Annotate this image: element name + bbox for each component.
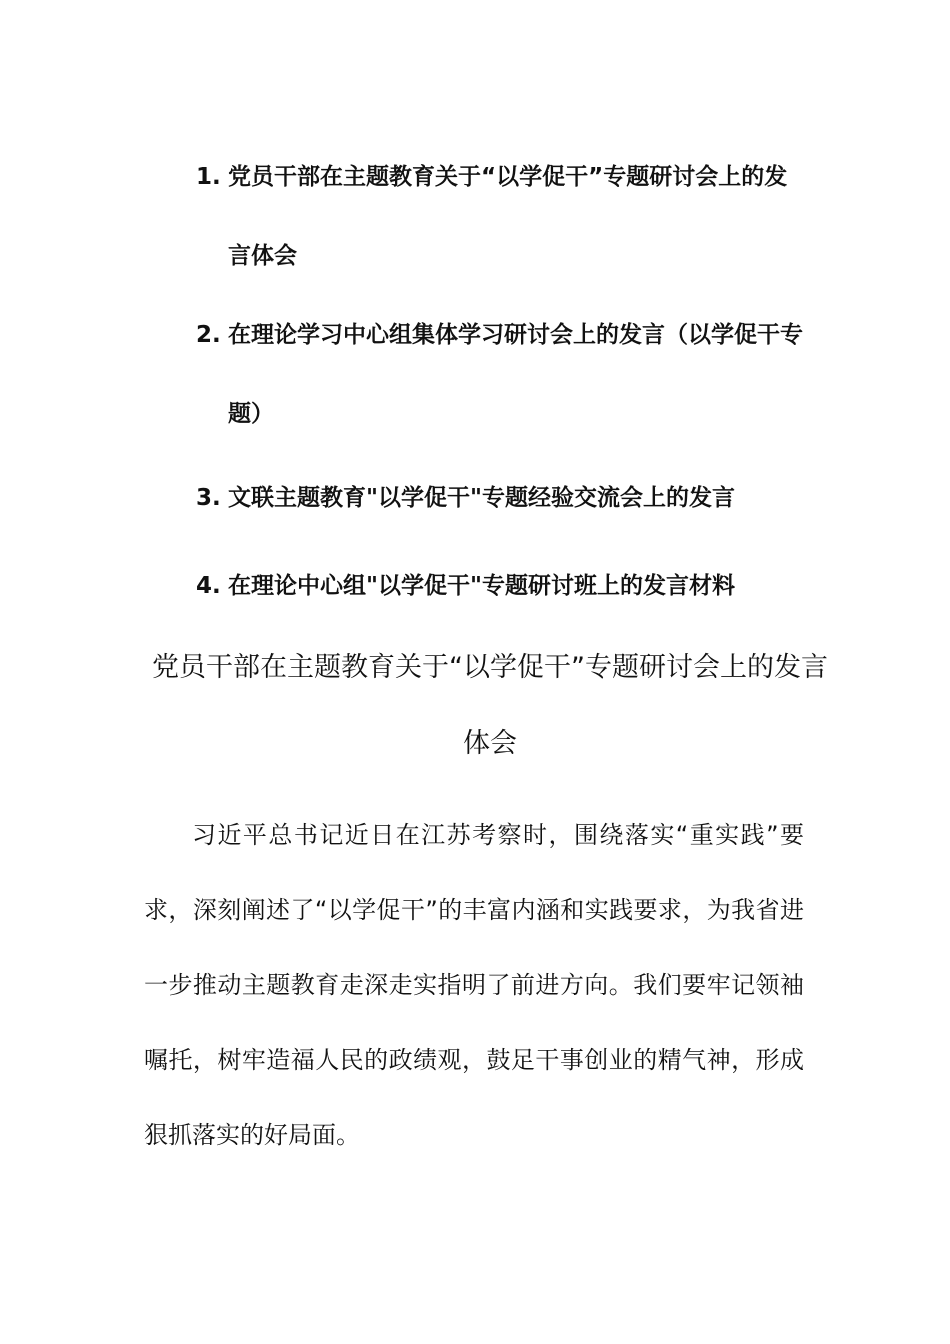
toc-item-number: 3. bbox=[196, 485, 221, 511]
toc-item-text: 在理论中心组"以学促干"专题研讨班上的发言材料 bbox=[228, 573, 735, 599]
toc-item-number: 2. bbox=[196, 322, 221, 348]
article-paragraph: 习近平总书记近日在江苏考察时，围绕落实“重实践”要求，深刻阐述了“以学促干”的丰富内涵和实践要求，为我省进一步推动主题教育走深走实指明了前进方向。我们要牢记领袖嘱托，树牢造福人民的政绩观，鼓足干事创业的精气神，形成狠抓落实的好局面。 bbox=[144, 821, 804, 1149]
toc-item-2 bbox=[196, 296, 806, 454]
toc-item-4 bbox=[196, 542, 806, 630]
table-of-contents bbox=[196, 138, 806, 630]
toc-item-text: 文联主题教育"以学促干"专题经验交流会上的发言 bbox=[228, 485, 735, 511]
toc-item-number: 4. bbox=[196, 573, 221, 599]
toc-item-number: 1. bbox=[196, 164, 221, 190]
article-title: 党员干部在主题教育关于“以学促干”专题研讨会上的发言体会 bbox=[152, 652, 828, 759]
toc-item-1 bbox=[196, 138, 806, 296]
toc-item-text: 在理论学习中心组集体学习研讨会上的发言（以学促干专题） bbox=[228, 322, 803, 427]
toc-item-text: 党员干部在主题教育关于“以学促干”专题研讨会上的发言体会 bbox=[228, 164, 788, 269]
toc-item-3 bbox=[196, 454, 806, 542]
